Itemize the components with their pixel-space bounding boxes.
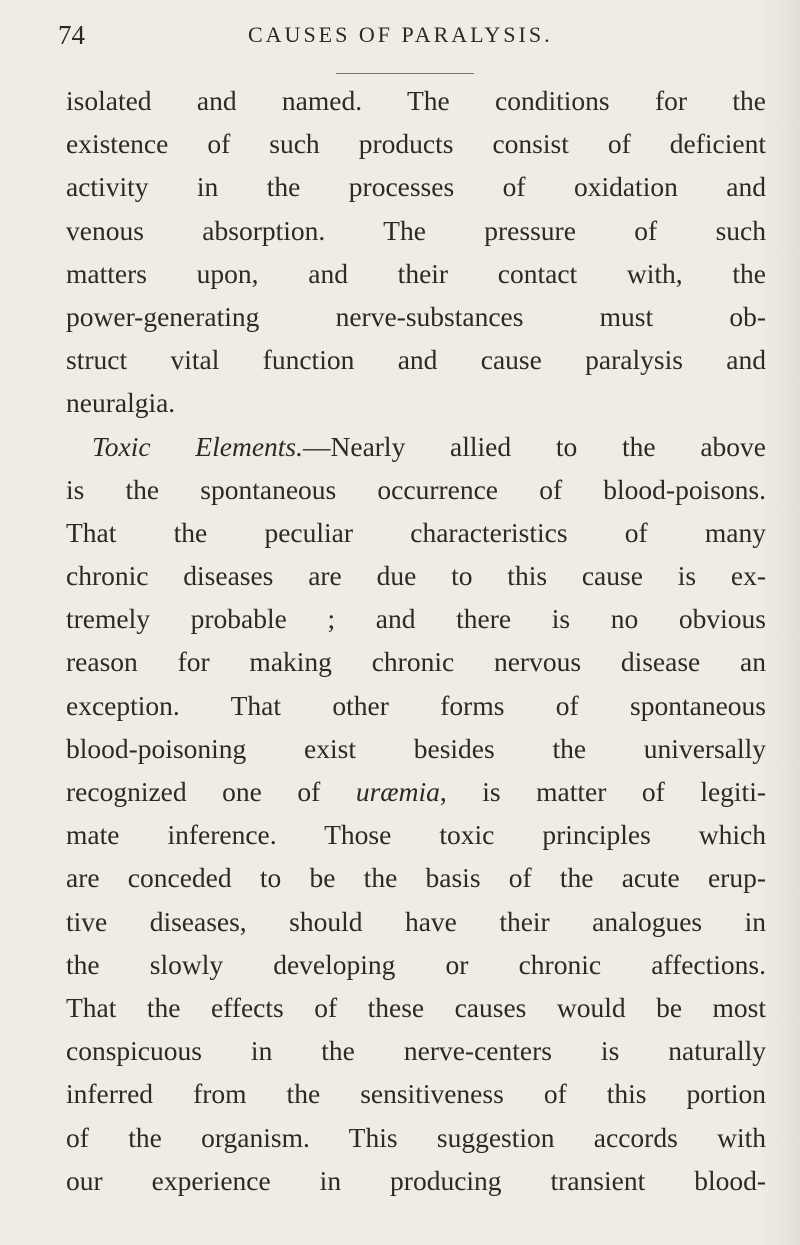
text-line: our experience in producing transient blood- xyxy=(66,1164,766,1196)
body-text xyxy=(66,79,766,1202)
text-line: existence of such products consist of deficient xyxy=(66,128,766,160)
header-rule xyxy=(336,73,474,74)
text-line: struct vital function and cause paralysis and xyxy=(66,344,766,376)
text-line: chronic diseases are due to this cause is ex- xyxy=(66,560,766,592)
italic-term: uræmia xyxy=(355,776,440,807)
text-span: , is matter of legiti- xyxy=(439,776,766,807)
text-line: isolated and named. The conditions for the xyxy=(66,85,766,116)
text-line: inferred from the sensitiveness of this portion xyxy=(66,1078,766,1110)
text-line xyxy=(66,770,766,813)
running-title: CAUSES OF PARALYSIS. xyxy=(248,22,553,47)
text-line: power-generating nerve-substances must ob- xyxy=(66,300,766,332)
text-line: venous absorption. The pressure of such xyxy=(66,214,766,246)
text-line: are conceded to be the basis of the acute erup- xyxy=(66,862,766,894)
text-line: the slowly developing or chronic affections. xyxy=(66,948,766,980)
running-head xyxy=(58,20,618,60)
page-number: 74 xyxy=(58,20,85,50)
text-line: mate inference. Those toxic principles which xyxy=(66,819,766,851)
text-line: That the effects of these causes would be most xyxy=(66,991,766,1023)
text-line: That the peculiar characteristics of many xyxy=(66,516,766,548)
text-line: neuralgia. xyxy=(66,387,176,419)
text-line: matters upon, and their contact with, the xyxy=(66,257,766,289)
section-heading: Toxic Elements. xyxy=(92,430,303,462)
text-line: conspicuous in the nerve-centers is naturally xyxy=(66,1035,766,1067)
text-line: is the spontaneous occurrence of blood-poisons. xyxy=(66,473,766,505)
text-span: —Nearly allied to the above xyxy=(303,430,767,462)
text-line: activity in the processes of oxidation and xyxy=(66,171,766,203)
text-line: tremely probable ; and there is no obvious xyxy=(66,603,766,635)
text-line: of the organism. This suggestion accords with xyxy=(66,1121,766,1153)
text-line: reason for making chronic nervous disease an xyxy=(66,646,766,678)
text-line: exception. That other forms of spontaneous xyxy=(66,689,766,721)
text-line: blood-poisoning exist besides the universally xyxy=(66,732,766,764)
text-line: tive diseases, should have their analogues in xyxy=(66,905,766,937)
text-span: recognized one of xyxy=(66,776,356,807)
text-line xyxy=(66,425,766,468)
